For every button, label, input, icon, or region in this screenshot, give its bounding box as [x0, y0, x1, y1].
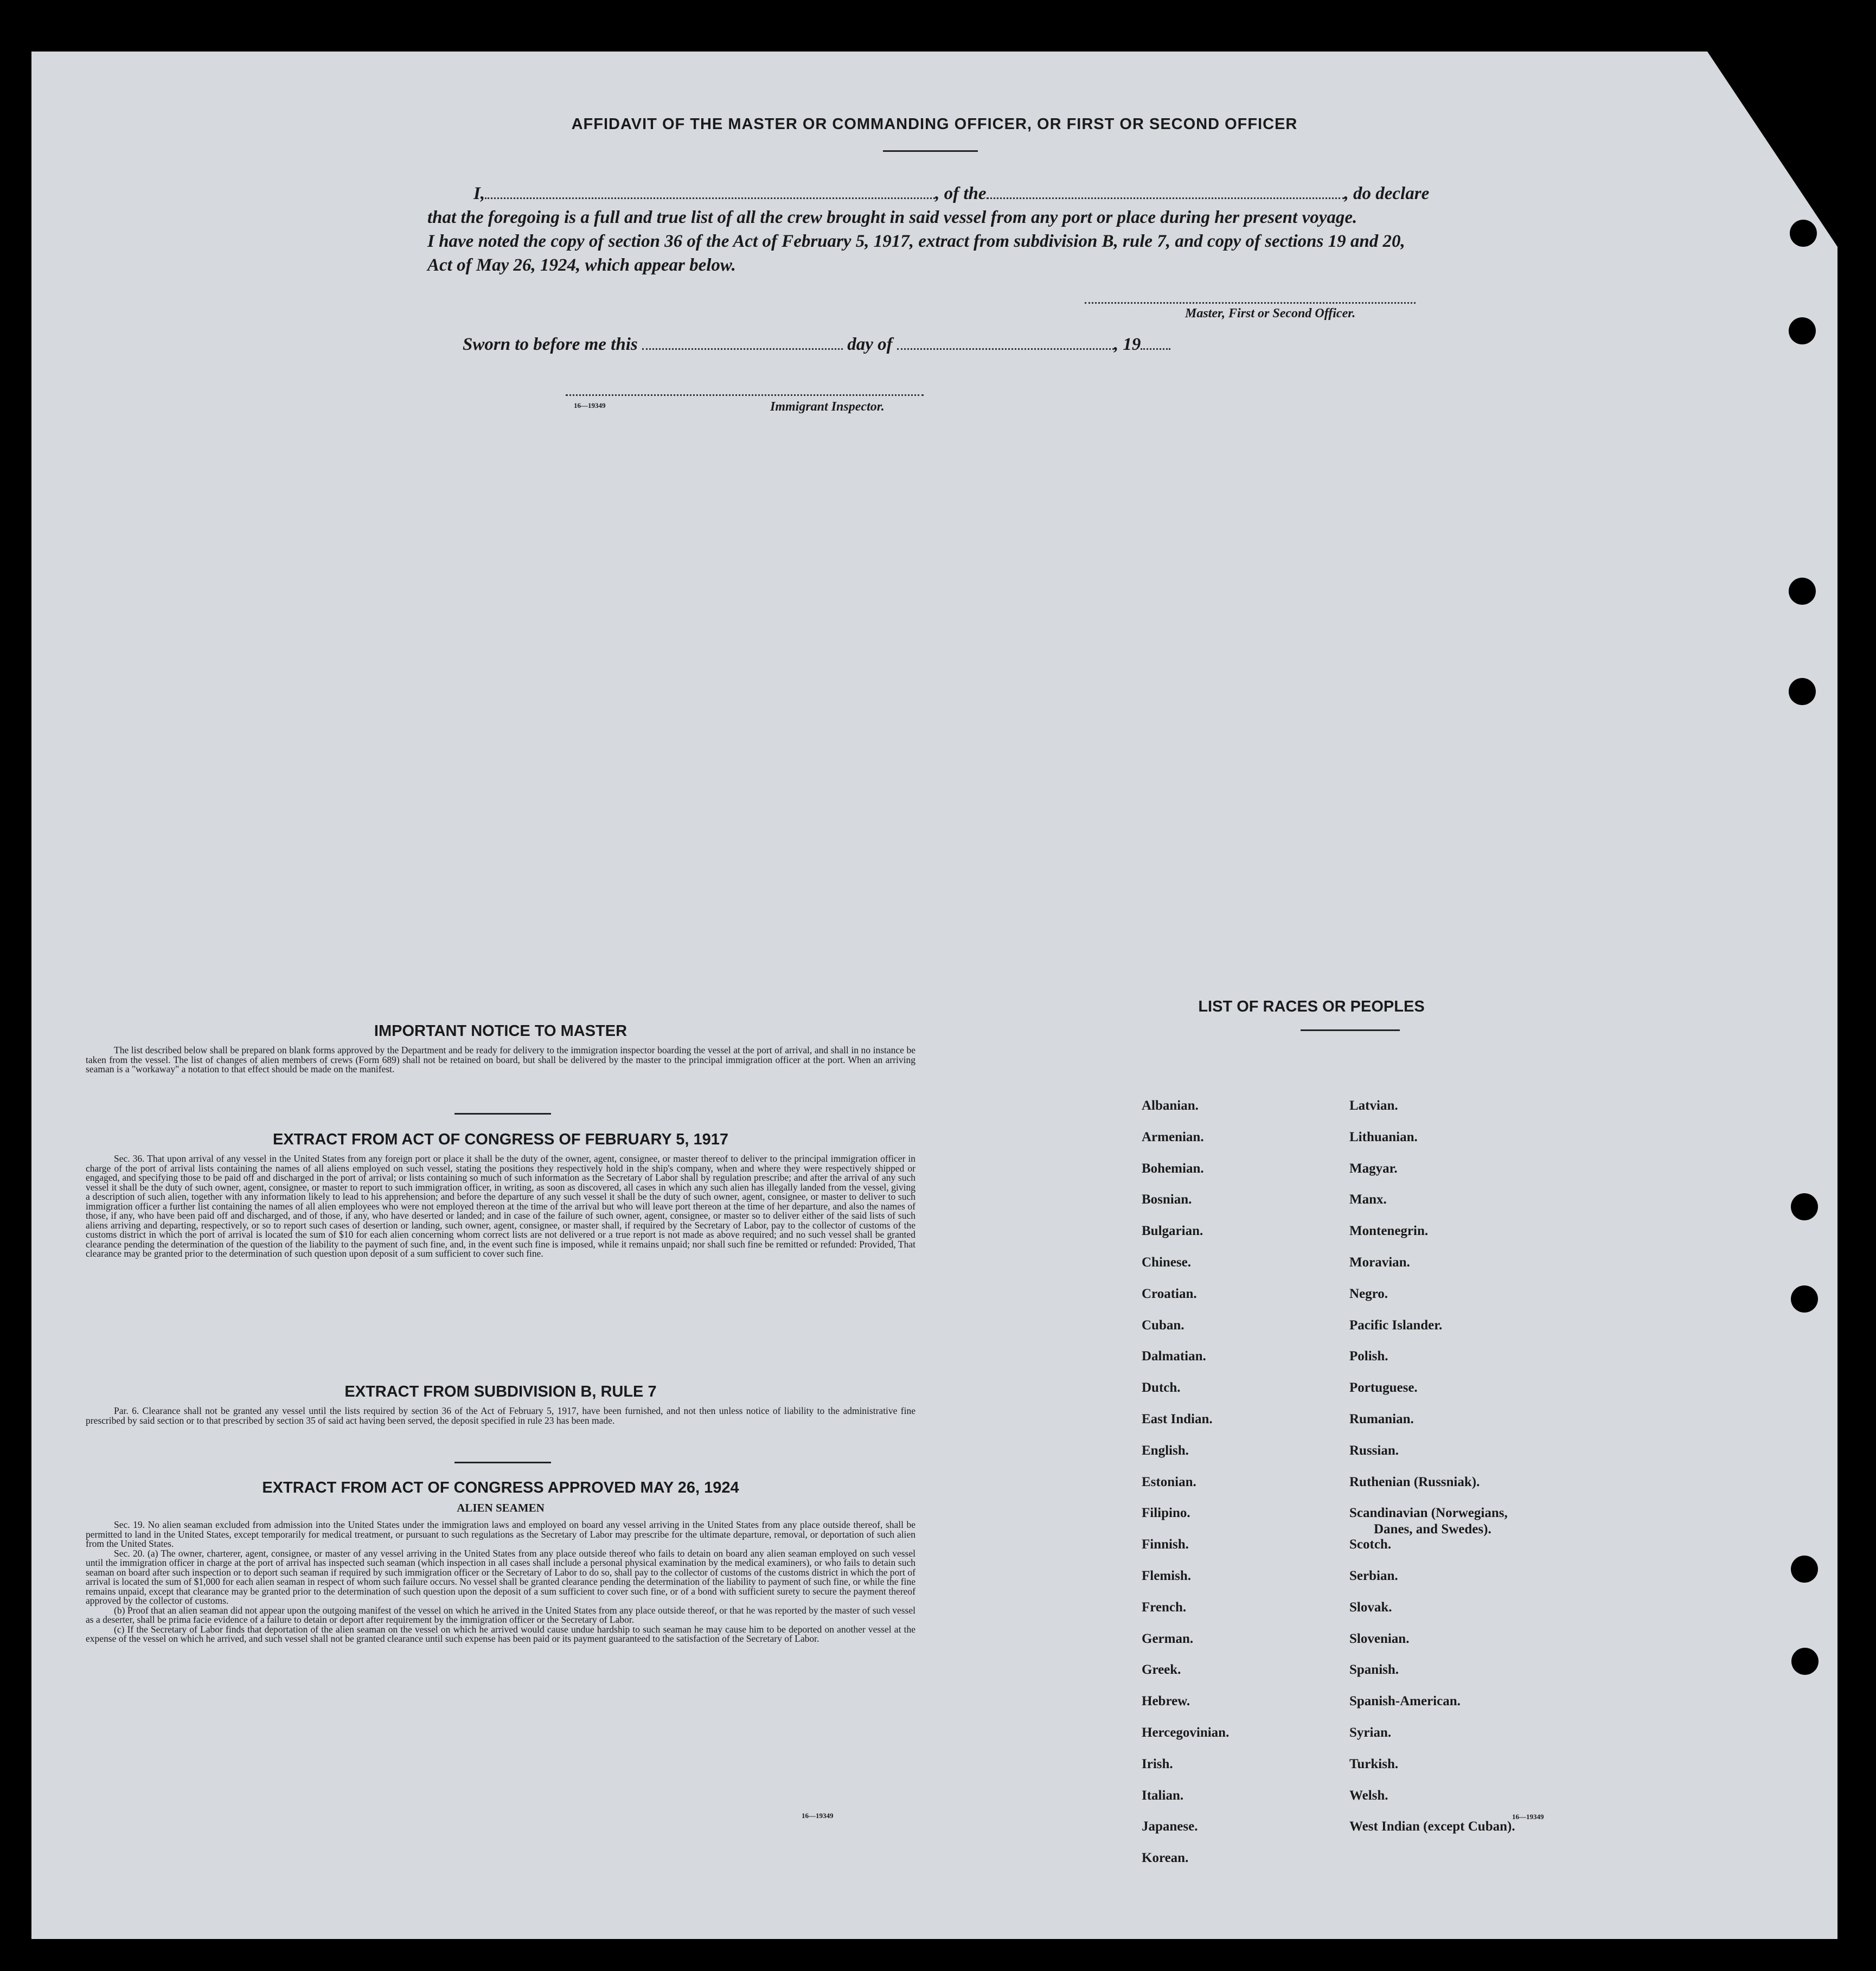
race-item: German. [1142, 1631, 1194, 1646]
title-rule [883, 150, 978, 152]
binder-hole [1789, 578, 1816, 605]
race-item: Spanish. [1349, 1662, 1399, 1678]
race-item: Dalmatian. [1142, 1349, 1206, 1364]
race-item: Cuban. [1142, 1317, 1184, 1333]
master-signature-label: Master, First or Second Officer. [1185, 306, 1356, 321]
race-item: Bulgarian. [1142, 1224, 1203, 1239]
decl-line4: Act of May 26, 1924, which appear below. [427, 255, 736, 275]
extract-1924-section [86, 1479, 915, 1644]
binder-hole [1791, 1648, 1819, 1675]
binder-hole [1791, 1193, 1818, 1220]
decl-do-declare: , do declare [1344, 184, 1430, 203]
decl-of-the: , of the [935, 184, 987, 203]
sec20c-text: (c) If the Secretary of Labor finds that deportation of the alien seaman on the vessel on which he arrived would cause undue hardship to such seaman he may cause him to be deported on another vessel at the expense of the vessel on which he arrived, and such vessel shall not be granted clearance until such expense has been paid or its payment guaranteed to the satisfaction of the Secretary of Labor. [86, 1623, 915, 1644]
notice-rule [454, 1113, 551, 1115]
inspector-signature-line [566, 394, 924, 396]
form-number-top: 16—19349 [574, 401, 606, 409]
race-item: Albanian. [1142, 1098, 1199, 1113]
sec20b-text: (b) Proof that an alien seaman did not appear upon the outgoing manifest of the vessel on which he arrived in the United States from any place outside thereof, or that he was reported by the master of such vessel as a deserter, shall be prima facie evidence of a failure to detain or deport after requirement by the immigration officer or the Secretary of Labor. [86, 1604, 915, 1625]
race-item: Greek. [1142, 1662, 1181, 1678]
binder-hole [1791, 1285, 1818, 1313]
race-item: Polish. [1349, 1349, 1388, 1364]
notice-title: IMPORTANT NOTICE TO MASTER [374, 1022, 628, 1040]
race-item: French. [1142, 1599, 1187, 1615]
race-item: Portuguese. [1349, 1380, 1418, 1396]
race-item: West Indian (except Cuban). [1349, 1819, 1515, 1834]
races-title: LIST OF RACES OR PEOPLES [1198, 998, 1425, 1015]
race-item: Spanish-American. [1349, 1694, 1461, 1709]
race-item: Bohemian. [1142, 1161, 1204, 1176]
races-rule [1301, 1029, 1400, 1031]
race-item: Slovenian. [1349, 1631, 1410, 1646]
race-item: Scandinavian (Norwegians, [1349, 1506, 1508, 1521]
race-item: Magyar. [1349, 1161, 1398, 1176]
name-blank [485, 191, 935, 199]
race-item: Filipino. [1142, 1506, 1190, 1521]
folded-corner [1707, 52, 1837, 247]
race-item: Estonian. [1142, 1474, 1196, 1489]
form-number-left: 16—19349 [802, 1812, 834, 1820]
race-item: Danes, and Swedes). [1374, 1522, 1491, 1537]
race-item: Irish. [1142, 1756, 1173, 1771]
race-item: Dutch. [1142, 1380, 1181, 1396]
rule7-title: EXTRACT FROM SUBDIVISION B, RULE 7 [344, 1383, 657, 1400]
race-item: Latvian. [1349, 1098, 1398, 1113]
notice-text: The list described below shall be prepared on blank forms approved by the Department and be ready for delivery to the immigration inspector boarding the vessel at the port of arrival, and shall in no instance be taken from the vessel. The list of changes of alien members of crews (Form 689) shall not be retained on board, but shall be delivered by the master to the principal immigration officer at the port. When an arriving seaman is a "workaway" a notation to that effect should be made on the manifest. [86, 1045, 915, 1074]
sworn-month-blank [897, 342, 1114, 350]
race-item: Negro. [1349, 1286, 1388, 1301]
sec19-text: Sec. 19. No alien seaman excluded from admission into the United States under the immigration laws and employed on board any vessel arriving in the United States from any place outside thereof, shall be permitted to land in the United States, except temporarily for medical treatment, or pursuant to such regulations as the Secretary of Labor may prescribe for the ultimate departure, removal, or deportation of such alien from the United States. [86, 1519, 915, 1549]
race-item: Welsh. [1349, 1788, 1388, 1803]
race-item: Armenian. [1142, 1129, 1204, 1144]
race-item: Moravian. [1349, 1255, 1410, 1270]
race-item: Hebrew. [1142, 1694, 1190, 1709]
affidavit-title: AFFIDAVIT OF THE MASTER OR COMMANDING OFFICER, OR FIRST OR SECOND OFFICER [571, 116, 1298, 133]
race-item: Hercegovinian. [1142, 1725, 1230, 1740]
race-item: Bosnian. [1142, 1192, 1192, 1207]
race-item: Montenegrin. [1349, 1224, 1429, 1239]
sworn-start: Sworn to before me this [463, 335, 638, 354]
binder-hole [1789, 317, 1816, 344]
extract-1917-title: EXTRACT FROM ACT OF CONGRESS OF FEBRUARY 5, 1917 [272, 1131, 729, 1148]
race-item: Slovak. [1349, 1599, 1392, 1615]
sworn-year-blank [1141, 342, 1170, 350]
vessel-blank [987, 191, 1344, 199]
race-item: Pacific Islander. [1349, 1317, 1443, 1333]
rule7-text: Par. 6. Clearance shall not be granted any vessel until the lists required by section 36 of the Act of February 5, 1917, have been furnished, and not then unless notice of liability to the administrative fine prescribed by said section or to that prescribed by section 35 of said act having been served, the deposit specified in rule 23 has been made. [86, 1405, 915, 1426]
sworn-line [463, 335, 1170, 355]
race-item: Serbian. [1349, 1569, 1398, 1583]
race-item: Flemish. [1142, 1569, 1191, 1583]
sworn-day-of: day of [847, 335, 893, 354]
extract-1924-title: EXTRACT FROM ACT OF CONGRESS APPROVED MAY 26, 1924 [262, 1479, 739, 1496]
rule7-section [86, 1383, 915, 1425]
important-notice-section [86, 1022, 915, 1074]
decl-i: I, [473, 184, 485, 203]
form-number-right: 16—19349 [1512, 1813, 1544, 1821]
binder-hole [1790, 220, 1817, 247]
master-signature-line [1085, 302, 1416, 304]
race-item: English. [1142, 1443, 1189, 1458]
race-item: Syrian. [1349, 1725, 1392, 1740]
sec20a-text: Sec. 20. (a) The owner, charterer, agent, consignee, or master of any vessel arriving in the United States from any place outside thereof who fails to detain on board any alien seaman employed on such vessel until the immigration officer in charge at the port of arrival has inspected such seaman (which inspection in all cases shall include a personal physical examination by the medical examiners), or who fails to detain such seaman on board after such inspection or to deport such seaman if required by such immigration officer or the Secretary of Labor to do so, shall pay to the collector of customs of the customs district in which the port of arrival is located the sum of $1,000 for each alien seaman in respect of whom such failure occurs. No vessel shall be granted clearance pending the determination of the liability to payment of such fine, or while the fine remains unpaid, except that clearance may be granted prior to the determination of such question upon the deposit of a sum sufficient to cover such fine, or of a bond with sufficient surety to secure the payment thereof approved by the collector of customs. [86, 1547, 915, 1606]
race-item: Croatian. [1142, 1286, 1197, 1301]
alien-seamen-subtitle: ALIEN SEAMEN [457, 1501, 545, 1514]
race-item: Chinese. [1142, 1255, 1191, 1270]
extract-1917-section [86, 1131, 915, 1259]
binder-hole [1789, 678, 1816, 705]
race-item: Finnish. [1142, 1537, 1189, 1552]
sworn-year: , 19 [1113, 335, 1141, 354]
rule7-rule [454, 1462, 551, 1463]
binder-hole [1791, 1556, 1818, 1583]
decl-line2: that the foregoing is a full and true list of all the crew brought in said vessel from any port or place during her present voyage. [427, 208, 1358, 227]
race-item: Italian. [1142, 1788, 1184, 1803]
race-item: Japanese. [1142, 1819, 1198, 1834]
extract-1917-text: Sec. 36. That upon arrival of any vessel in the United States from any foreign port or place it shall be the duty of the owner, agent, consignee, or master thereof to deliver to the principal immigration officer in charge of the port of arrival lists containing the names of all aliens employed on such vessel, stating the positions they respectively hold in the ship's company, when and where they were respectively shipped or engaged, and specifying those to be paid off and discharged in the port of arrival; or lists containing so much of such information as the Secretary of Labor shall by regulation prescribe; and after the arrival of any such vessel it shall be the duty of such owner, agent, consignee, or master to report to such immigration officer, in writing, as soon as discovered, all cases in which any such alien has illegally landed from the vessel, giving a description of such alien, together with any information likely to lead to his apprehension; and before the departure of any such vessel it shall be the duty of such owner, agent, consignee, or master to deliver to such immigration officer a further list containing the names of all alien employees who were not employed thereon at the time of the arrival but who will leave port thereon at the time of her departure, and also the names of those, if any, who have been paid off and discharged, and of those, if any, who have deserted or landed; and in case of the failure of such owner, agent, consignee, or master so to deliver either of the said lists of such aliens arriving and departing, respectively, or so to report such cases of desertion or landing, such owner, agent, consignee, or master shall, if required by the Secretary of Labor, pay to the collector of customs of the customs district in which the port of arrival is located the sum of $10 for each alien concerning whom correct lists are not delivered or a true report is not made as above required; and no such vessel shall be granted clearance pending the determination of the question of the liability to the payment of such fine, and, in the event such fine is imposed, while it remains unpaid; nor shall such fine be remitted or refunded: Provided, That clearance may be granted prior to the determination of such question upon deposit of a sum sufficient to cover such fine. [86, 1153, 915, 1259]
race-item: East Indian. [1142, 1412, 1213, 1426]
declaration-text [427, 182, 1480, 277]
inspector-label: Immigrant Inspector. [770, 400, 885, 414]
race-item: Rumanian. [1349, 1412, 1414, 1426]
race-item: Manx. [1349, 1192, 1387, 1207]
race-item: Korean. [1142, 1851, 1189, 1866]
race-item: Scotch. [1349, 1537, 1392, 1552]
sworn-day-blank [642, 342, 843, 350]
race-item: Russian. [1349, 1443, 1399, 1458]
race-item: Turkish. [1349, 1756, 1399, 1771]
race-item: Lithuanian. [1349, 1129, 1418, 1144]
decl-line3: I have noted the copy of section 36 of the Act of February 5, 1917, extract from subdivision B, rule 7, and copy of sections 19 and 20, [427, 232, 1405, 251]
race-item: Ruthenian (Russniak). [1349, 1474, 1480, 1489]
document-page [31, 52, 1837, 1939]
